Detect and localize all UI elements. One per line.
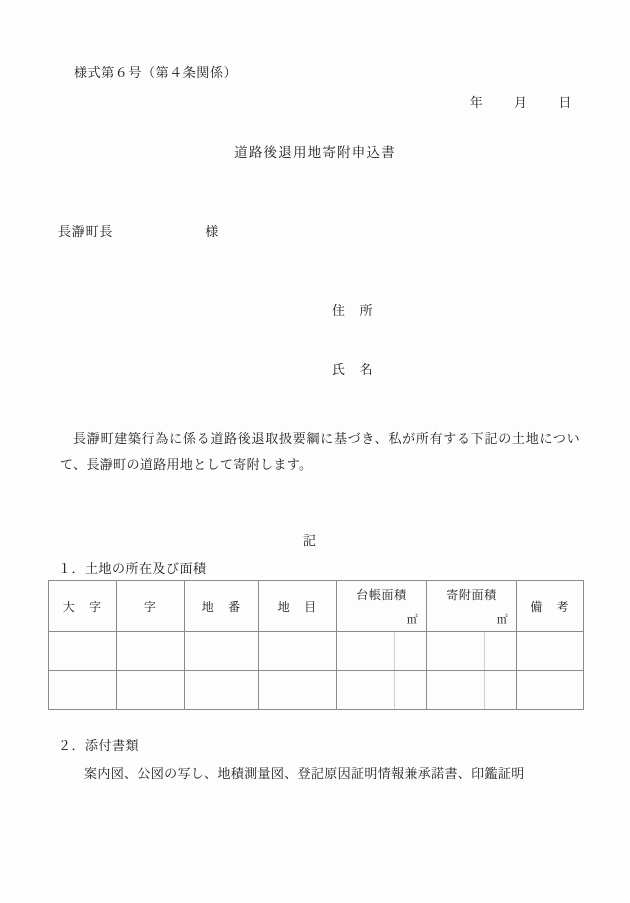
table-row bbox=[49, 671, 584, 710]
ki-marker: 記 bbox=[302, 534, 317, 549]
daicho-area-unit: ㎡ bbox=[406, 613, 419, 626]
daicho-area-label: 台帳面積 bbox=[356, 588, 407, 602]
column-header-biko: 備 考 bbox=[517, 581, 584, 632]
kifu-area-unit: ㎡ bbox=[496, 613, 509, 626]
cell-oaza[interactable] bbox=[49, 671, 117, 710]
section1-heading: １．土地の所在及び面積 bbox=[58, 562, 207, 577]
cell-chimoku[interactable] bbox=[259, 632, 337, 671]
date-line bbox=[470, 92, 572, 111]
column-header-kifu-area bbox=[427, 581, 517, 632]
cell-kifu-area[interactable] bbox=[427, 671, 485, 710]
table-header-row bbox=[49, 581, 584, 632]
cell-kifu-area[interactable] bbox=[427, 632, 485, 671]
form-code-label: 様式第６号（第４条関係） bbox=[74, 66, 238, 81]
land-parcel-table bbox=[48, 580, 584, 710]
cell-oaza[interactable] bbox=[49, 632, 117, 671]
addressee-name: 長瀞町長 bbox=[58, 225, 114, 240]
applicant-fields bbox=[332, 300, 373, 378]
body-paragraph-text: 長瀞町建築行為に係る道路後退取扱要綱に基づき、私が所有する下記の土地について、長瀞町の道路用地として寄附します。 bbox=[60, 432, 580, 473]
cell-daicho-area[interactable] bbox=[337, 671, 395, 710]
column-header-chimoku: 地 目 bbox=[259, 581, 337, 632]
applicant-address-label: 住 所 bbox=[332, 304, 374, 319]
kifu-area-label: 寄附面積 bbox=[446, 588, 497, 602]
cell-daicho-area-decimal[interactable] bbox=[395, 671, 427, 710]
addressee-honorific: 様 bbox=[205, 225, 220, 240]
cell-daicho-area[interactable] bbox=[337, 632, 395, 671]
column-header-oaza: 大 字 bbox=[49, 581, 117, 632]
document-title: 道路後退用地寄附申込書 bbox=[234, 145, 396, 161]
cell-aza[interactable] bbox=[117, 671, 185, 710]
table-row bbox=[49, 632, 584, 671]
cell-biko[interactable] bbox=[517, 671, 584, 710]
cell-chiban[interactable] bbox=[185, 671, 259, 710]
cell-kifu-area-decimal[interactable] bbox=[485, 671, 517, 710]
column-header-chiban: 地 番 bbox=[185, 581, 259, 632]
addressee-line bbox=[58, 221, 219, 240]
section2-attachments-list: 案内図、公図の写し、地積測量図、登記原因証明情報兼承諾書、印鑑証明 bbox=[84, 767, 525, 782]
date-day-label: 日 bbox=[558, 96, 572, 111]
cell-biko[interactable] bbox=[517, 632, 584, 671]
cell-aza[interactable] bbox=[117, 632, 185, 671]
column-header-daicho-area bbox=[337, 581, 427, 632]
column-header-aza: 字 bbox=[117, 581, 185, 632]
date-month-label: 月 bbox=[514, 96, 528, 111]
cell-daicho-area-decimal[interactable] bbox=[395, 632, 427, 671]
applicant-name-label: 氏 名 bbox=[332, 363, 374, 378]
section2-heading: ２．添付書類 bbox=[58, 739, 140, 754]
body-paragraph bbox=[60, 427, 580, 479]
date-year-label: 年 bbox=[469, 96, 484, 111]
cell-chimoku[interactable] bbox=[259, 671, 337, 710]
cell-chiban[interactable] bbox=[185, 632, 259, 671]
cell-kifu-area-decimal[interactable] bbox=[485, 632, 517, 671]
